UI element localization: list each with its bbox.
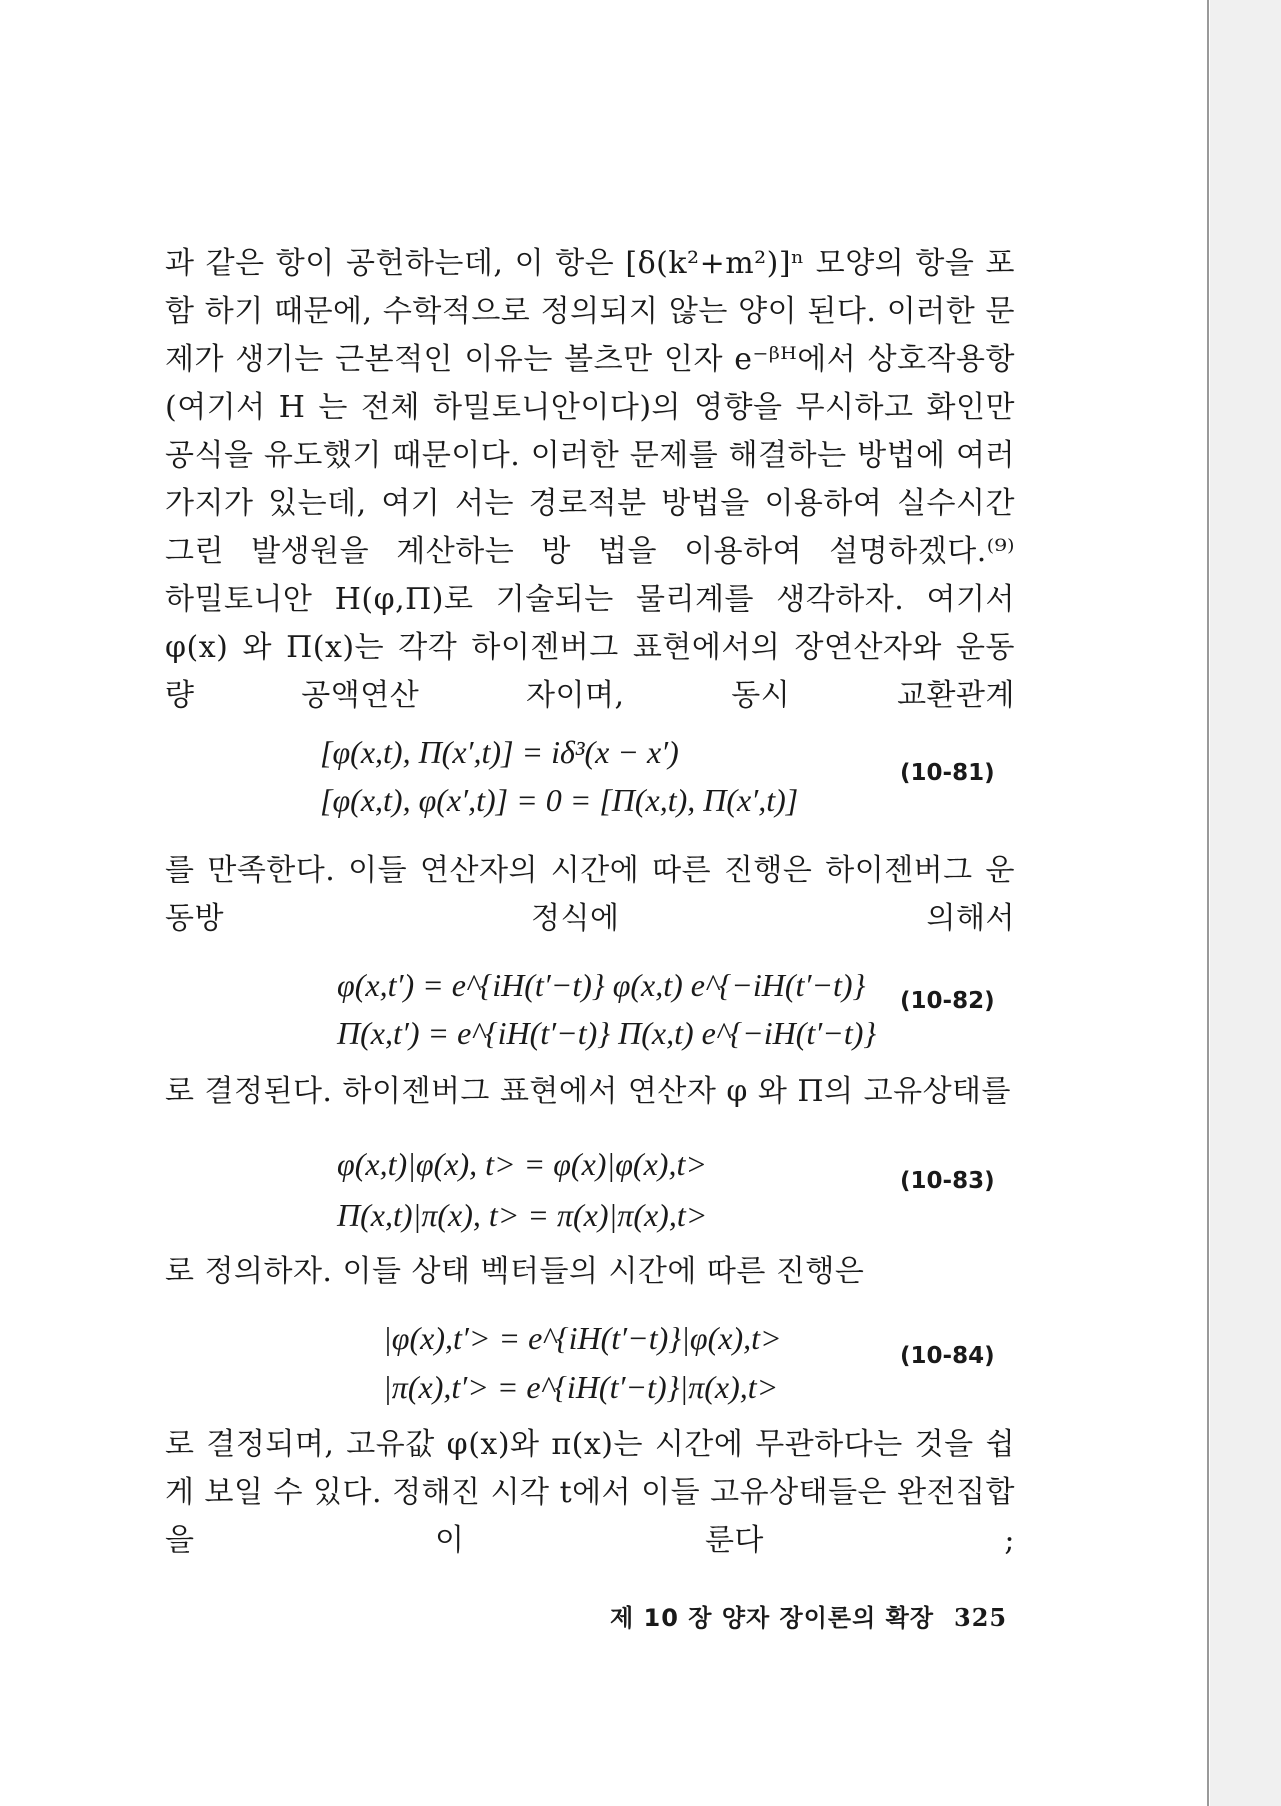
paragraph-1: 과 같은 항이 공헌하는데, 이 항은 [δ(k²+m²)]ⁿ 모양의 항을 포함 하기 때문에, 수학적으로 정의되지 않는 양이 된다. 이러한 문제가 생기는 근본적인 이유는 볼츠만 인자 e⁻ᵝᴴ에서 상호작용항(여기서 H 는 전체 하밀토니안이다)의 영향을 무시하고 화인만 공식을 유도했기 때문이다. 이러한 문제를 해결하는 방법에 여러 가지가 있는데, 여기 서는 경로적분 방법을 이용하여 실수시간 그린 발생원을 계산하는 방 법을 이용하여 설명하겠다.⁽⁹⁾ <box>165 246 1015 569</box>
equation-line: [φ(x,t), Π(x′,t)] = iδ³(x − x′) <box>320 734 679 770</box>
equation-line: φ(x,t)|φ(x), t> = φ(x)|φ(x),t> <box>337 1146 707 1182</box>
equation-line: [φ(x,t), φ(x′,t)] = 0 = [Π(x,t), Π(x′,t)] <box>320 782 799 818</box>
paragraph-3: 를 만족한다. 이들 연산자의 시간에 따른 진행은 하이젠버그 운동방 정식에 의해서 <box>165 853 1015 936</box>
equation-line: φ(x,t′) = e^{iH(t′−t)} φ(x,t) e^{−iH(t′−t)} <box>337 967 866 1003</box>
equation-number: (10-84) <box>900 1343 995 1369</box>
page-footer <box>610 1598 1007 1633</box>
paragraph-5: 로 정의하자. 이들 상태 벡터들의 시간에 따른 진행은 <box>165 1254 865 1289</box>
equation-number: (10-82) <box>900 988 995 1014</box>
equation-line: |φ(x),t′> = e^{iH(t′−t)}|φ(x),t> <box>383 1320 782 1356</box>
paragraph-4: 로 결정된다. 하이젠버그 표현에서 연산자 φ 와 Π의 고유상태를 <box>165 1074 1012 1109</box>
paragraph-6: 로 결정되며, 고유값 φ(x)와 π(x)는 시간에 무관하다는 것을 쉽게 보일 수 있다. 정해진 시각 t에서 이들 고유상태들은 완전집합을 이 룬다 ; <box>165 1427 1015 1558</box>
equation-number: (10-81) <box>900 760 995 786</box>
viewer-background <box>1210 0 1281 1806</box>
equation-number: (10-83) <box>900 1168 995 1194</box>
page-number: 325 <box>954 1603 1008 1632</box>
chapter-title: 제 10 장 양자 장이론의 확장 <box>610 1604 935 1632</box>
equation-line: |π(x),t′> = e^{iH(t′−t)}|π(x),t> <box>383 1369 779 1405</box>
equation-line: Π(x,t)|π(x), t> = π(x)|π(x),t> <box>337 1197 708 1233</box>
paragraph-2: 하밀토니안 H(φ,Π)로 기술되는 물리계를 생각하자. 여기서 φ(x) 와 Π(x)는 각각 하이젠버그 표현에서의 장연산자와 운동량 공액연산 자이며, 동시 교환관계 <box>165 582 1015 713</box>
equation-line: Π(x,t′) = e^{iH(t′−t)} Π(x,t) e^{−iH(t′−t)} <box>337 1015 877 1051</box>
